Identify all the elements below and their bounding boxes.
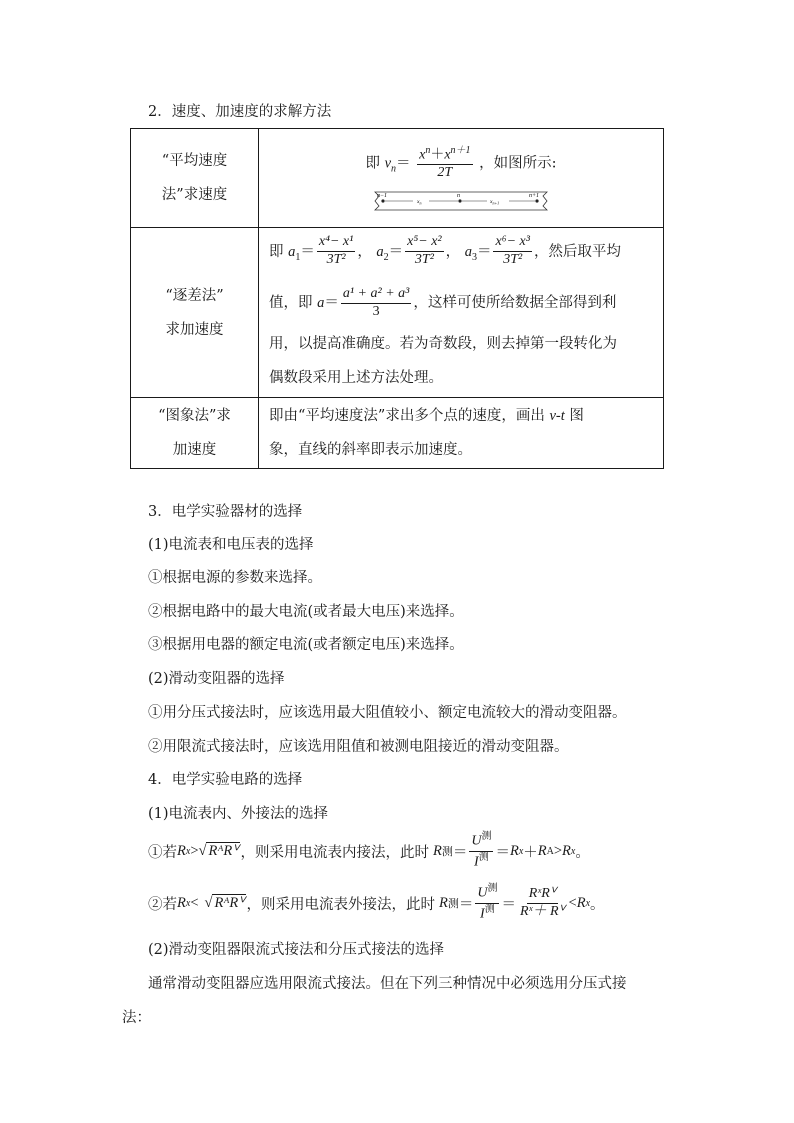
list-item: ③根据用电器的额定电流(或者额定电压)来选择。 [148,637,464,653]
row-content [259,398,664,469]
symbol: ＝ [501,896,516,913]
tape-seg-sub: n [419,200,422,206]
fraction [469,832,493,870]
paragraph-line: 通常滑动变阻器应选用限流式接法。但在下列三种情况中必须选用分压式接 [148,976,627,992]
fraction [475,884,499,922]
row-label [131,398,259,469]
fraction-denominator: Rˣ＋ Rⱽ [519,903,565,919]
symbol-sub: 3 [471,251,477,263]
symbol-sub: A [546,845,554,857]
table-row [131,228,664,398]
formula-text: ①若 [148,844,177,861]
fraction [317,235,355,267]
fraction-numerator: a¹ + a² + a³ [341,287,412,304]
symbol: U [471,833,482,849]
row-label-line: “图象法”求 [158,408,231,424]
symbol: x [419,147,426,163]
formula-text: 。 [590,896,605,913]
list-item: ①根据电源的参数来选择。 [148,570,322,586]
formula-text: 。 [575,844,590,861]
fraction [518,887,567,919]
symbol: > [190,842,199,859]
symbol-sup: 测 [487,883,498,895]
sqrt-expression: √ RᴬRⱽ [198,843,239,859]
svg-text:xn [416,199,421,206]
row-label-line: 加速度 [172,442,217,458]
formula-text: ， [357,243,372,260]
formula-text: 即 [365,155,380,172]
row-label-line: “平均速度 [161,153,228,169]
formula-text: 值，即 [269,295,313,312]
tape-label-left: n−1 [377,193,388,200]
symbol: R [509,842,519,859]
table-row [131,129,664,228]
average-velocity-formula: 即 $v_n=$ $\frac{x^n+x^{n+1}}{2T}$ ，如图所示: [365,144,557,181]
symbol: R [576,894,586,911]
formula-text: ，然后取平均 [533,243,621,260]
symbol: a [464,243,472,260]
fraction [341,287,412,319]
paper-tape-figure [269,190,653,212]
content-line: 值，即 a＝ $\frac{\text{a¹ + a² + a³}}{3}$ ，这样可使所给数据全部得到利 [269,286,617,319]
symbol: R [432,842,442,859]
symbol: ＝ [495,844,510,861]
symbol: v [384,155,391,172]
list-item [148,830,590,872]
symbol: v-t [549,408,565,424]
section-4-title: 4．电学实验电路的选择 [148,772,303,788]
symbol-sub: 1 [295,251,301,263]
subsection-title: (1)电流表和电压表的选择 [148,537,314,553]
content-line: 偶数段采用上述方法处理。 [269,370,443,387]
tape-label-right: n+1 [529,193,540,200]
tape-dot-left [381,200,384,203]
symbol: a [317,295,325,312]
tape-dot-mid [458,200,461,203]
symbol-sup: n＋1 [450,144,471,156]
symbol: ＝ [458,896,474,913]
symbol-sub: 测 [441,845,453,858]
symbol: R [438,894,448,911]
formula-text: ， [445,243,461,260]
fraction [417,146,472,181]
symbol-sub: 测 [447,897,459,910]
subsection-title: (2)滑动变阻器限流式接法和分压式接法的选择 [148,942,445,958]
fraction-numerator: x⁶− x³ [493,235,531,252]
tape-label-mid: n [457,193,460,200]
list-item [148,880,605,926]
symbol: U [477,885,488,901]
paragraph-line: 法： [122,1010,151,1026]
paper-tape-diagram [371,190,551,212]
symbol-sub: x [518,845,524,857]
symbol: R [177,894,186,911]
symbol: > [553,842,563,859]
tape-seg-label: x [417,199,420,206]
content-line: 用，以提高准确度。若为奇数段，则去掉第一段转化为 [269,336,617,353]
fraction-numerator: RˣRⱽ [527,887,558,904]
symbol-sub: x [185,845,191,857]
list-item: ②根据电路中的最大电流(或者最大电压)来选择。 [148,604,464,620]
symbol: I [474,854,479,870]
fraction-denominator: 3T² [414,252,434,268]
symbol: ＋ [523,844,538,861]
symbol: a [288,243,296,260]
formula-text: 即 [269,243,284,260]
sqrt-expression: √ RᴬRⱽ [204,895,245,911]
fraction-numerator: x⁴− x¹ [317,235,355,252]
symbol: x [444,147,451,163]
formula-text: ②若 [148,896,177,913]
symbol: R [562,842,571,859]
symbol: a [376,243,384,260]
row-label-line: “逐差法” [165,287,224,304]
fraction [493,235,531,267]
row-label-line: 法”求速度 [161,187,228,203]
content-line: 即 $a_1=$ $\frac{\text{x⁴− x¹}}{\text{3T²}}$ ， $a_2=$ $\frac{\text{x⁵− x²}}{\text{3T²}}$ ， $a_3=$ $\frac{\text{x⁶− x³}}{\text{3T²}}$ ，然后取平均 [269,234,621,268]
section-2-title: 2．速度、加速度的求解方法 [148,104,332,120]
subsection-title: (1)电流表内、外接法的选择 [148,806,329,822]
list-item: ②用限流式接法时，应该选用阻值和被测电阻接近的滑动变阻器。 [148,739,569,755]
svg-text:xn+1 [489,199,499,206]
fraction-numerator: x⁵− x² [405,235,443,252]
formula-text: 图 [569,408,584,424]
symbol: I [480,906,485,922]
formula-text: ，这样可使所给数据全部得到利 [413,295,617,312]
formula-text: ，如图所示: [479,155,557,172]
methods-table [130,128,664,469]
content-line: 象，直线的斜率即表示加速度。 [269,442,472,458]
tape-dot-right [535,200,538,203]
sqrt-radicand: RᴬRⱽ [208,843,239,859]
subsection-title: (2)滑动变阻器的选择 [148,671,285,687]
tape-seg-label: x [490,199,493,206]
symbol-sup: n [425,144,431,156]
section-3-title: 3．电学实验器材的选择 [148,504,303,520]
symbol: < [190,894,199,911]
row-label [131,129,259,228]
symbol: R [537,842,547,859]
symbol-sub: x [185,897,191,909]
formula-text: 即由“平均速度法”求出多个点的速度，画出 [269,408,545,424]
fraction-denominator: 3 [372,303,380,319]
fraction-denominator: 3T² [503,252,523,268]
table-row [131,398,664,469]
fraction-denominator: 2T [437,165,453,181]
symbol: ＋ [430,147,445,163]
sqrt-radicand: RᴬRⱽ [214,895,245,911]
list-item: ①用分压式接法时，应该选用最大阻值较小、额定电流较大的滑动变阻器。 [148,705,627,721]
symbol: ＝ [452,844,468,861]
formula-text: ，则采用电流表外接法，此时 [246,896,435,913]
fraction [405,235,443,267]
fraction-denominator: 3T² [326,252,346,268]
symbol-sup: 测 [478,851,489,863]
row-label [131,228,259,398]
row-label-line: 求加速度 [165,321,224,338]
symbol: R [177,842,186,859]
symbol-sup: 测 [484,903,495,915]
symbol-sub: n [391,163,396,175]
content-line [269,399,653,433]
formula-text: ，则采用电流表内接法，此时 [240,844,429,861]
symbol-sup: 测 [481,831,492,843]
row-content [259,129,664,228]
tape-seg-sub: n+1 [492,200,500,206]
symbol-sub: x [585,897,591,909]
symbol: < [568,894,577,911]
symbol-sub: x [570,845,576,857]
symbol-sub: 2 [383,251,389,263]
row-content [259,228,664,398]
